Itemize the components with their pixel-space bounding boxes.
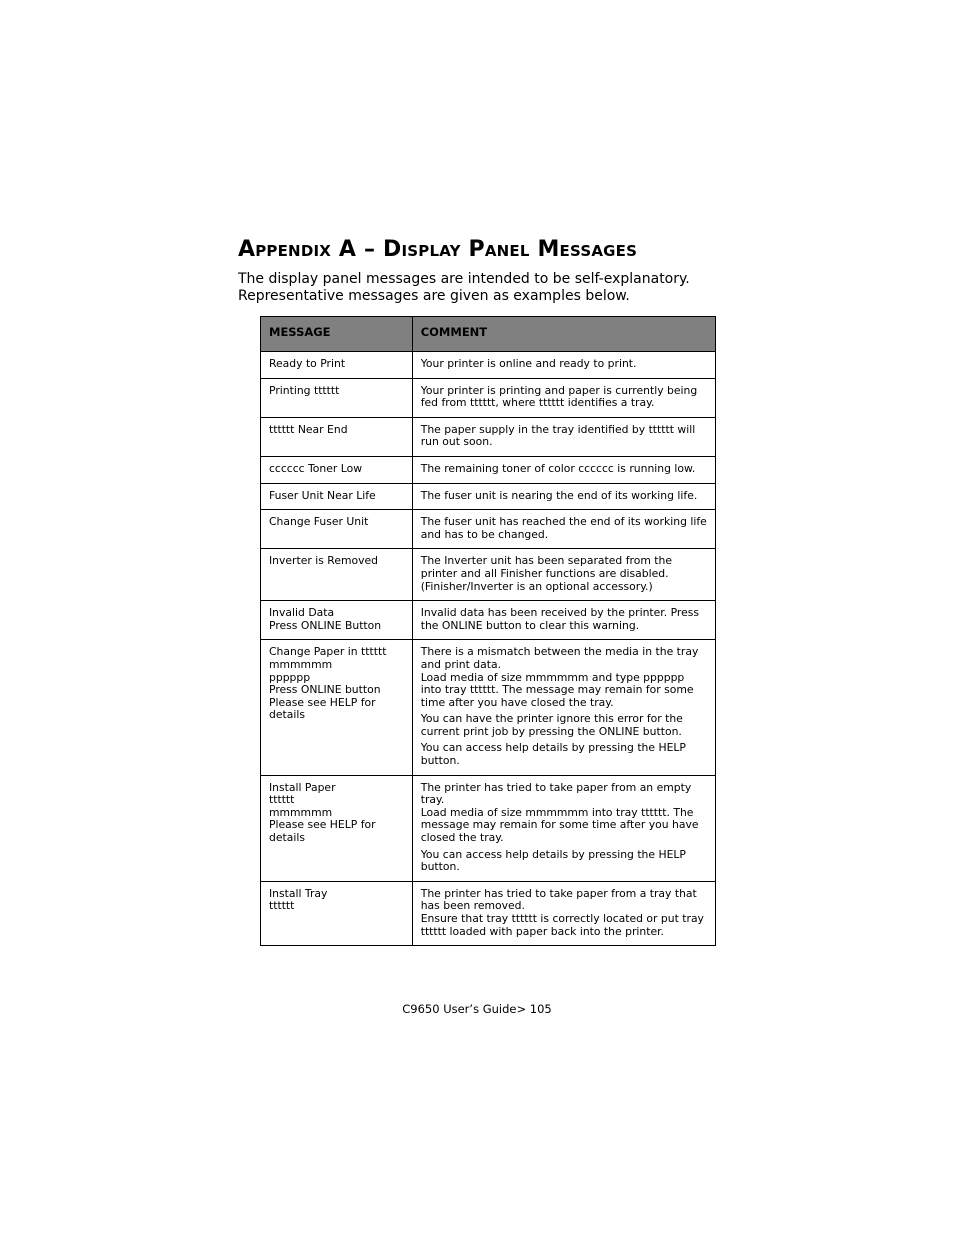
message-cell [261,456,413,483]
comment-cell [412,483,715,510]
message-line: mmmmmm [269,657,333,671]
column-header-comment: COMMENT [412,317,715,352]
message-line: Change Fuser Unit [269,515,369,529]
comment-cell [412,601,715,640]
message-cell [261,352,413,379]
intro-text [238,271,758,305]
comment-cell [412,549,715,601]
comment-cell [412,510,715,549]
message-line: Install Tray [269,886,328,900]
table-row [261,549,716,601]
comment-cell [412,456,715,483]
message-line: pppppp [269,670,311,684]
table-header-row [261,317,716,352]
comment-paragraph: The printer has tried to take paper from a tray that has been removed. Ensure that tray tttttt is correctly located or put tray tttttt loaded with paper back into the printer. [420,886,704,938]
message-cell [261,510,413,549]
page-title: Appendix A – Display Panel Messages [238,237,638,262]
message-line: Inverter is Removed [269,554,378,568]
message-line: Press ONLINE button [269,683,381,697]
comment-paragraph: Your printer is printing and paper is currently being fed from tttttt, where tttttt identifies a tray. [420,383,698,410]
comment-paragraph: You can access help details by pressing the HELP button. [420,741,686,768]
intro-line: Representative messages are given as examples below. [238,288,630,304]
table-row [261,378,716,417]
table-body [261,352,716,946]
message-cell [261,601,413,640]
message-line: Install Paper [269,780,336,794]
message-line: Please see HELP for details [269,695,376,722]
message-line: cccccc Toner Low [269,461,363,475]
comment-paragraph: The fuser unit has reached the end of its working life and has to be changed. [420,515,707,541]
message-cell [261,775,413,881]
table-row [261,417,716,456]
table-row [261,881,716,945]
comment-paragraph: The fuser unit is nearing the end of its working life. [420,488,698,502]
message-line: mmmmmm [269,805,333,819]
column-header-message: MESSAGE [261,317,413,352]
comment-paragraph: You can have the printer ignore this error for the current print job by pressing the ONLINE button. [420,712,683,738]
message-line: Fuser Unit Near Life [269,488,376,502]
comment-paragraph: Invalid data has been received by the printer. Press the ONLINE button to clear this warning. [420,606,700,632]
comment-cell [412,881,715,945]
display-messages-table [260,316,716,946]
message-line: Printing tttttt [269,383,340,397]
message-line: tttttt [269,899,295,913]
message-line: Invalid Data [269,606,335,620]
message-line: Change Paper in tttttt [269,645,387,659]
comment-cell [412,775,715,881]
message-line: tttttt [269,793,295,807]
message-line: Ready to Print [269,357,346,370]
comment-paragraph: There is a mismatch between the media in the tray and print data. Load media of size mmmmmm and type pppppp into tray tttttt. The message may remain for some time after you have closed the tray. [420,645,699,709]
comment-paragraph: The Inverter unit has been separated from the printer and all Finisher functions are disabled. (Finisher/Inverter is an optional accessory.) [420,554,672,593]
table-row [261,456,716,483]
comment-paragraph: The remaining toner of color cccccc is running low. [420,461,696,475]
table-row [261,483,716,510]
message-line: tttttt Near End [269,422,348,436]
message-cell [261,483,413,510]
table-row [261,510,716,549]
comment-paragraph: The printer has tried to take paper from an empty tray. Load media of size mmmmmm into tray tttttt. The message may remain for some time after you have closed the tray. [420,780,699,845]
message-line: Press ONLINE Button [269,618,382,632]
message-cell [261,549,413,601]
message-cell [261,378,413,417]
comment-cell [412,417,715,456]
comment-paragraph: You can access help details by pressing the HELP button. [420,847,686,874]
page-footer: C9650 User’s Guide> 105 [402,1002,552,1016]
table-row [261,640,716,775]
table-row [261,775,716,881]
message-cell [261,640,413,775]
message-line: Please see HELP for details [269,818,376,845]
message-cell [261,417,413,456]
comment-cell [412,640,715,775]
message-cell [261,881,413,945]
comment-paragraph: Your printer is online and ready to print. [420,357,637,370]
table-row [261,352,716,379]
comment-cell [412,378,715,417]
intro-line: The display panel messages are intended to be self-explanatory. [238,271,690,287]
table-row [261,601,716,640]
comment-paragraph: The paper supply in the tray identified by tttttt will run out soon. [420,422,696,449]
comment-cell [412,352,715,379]
